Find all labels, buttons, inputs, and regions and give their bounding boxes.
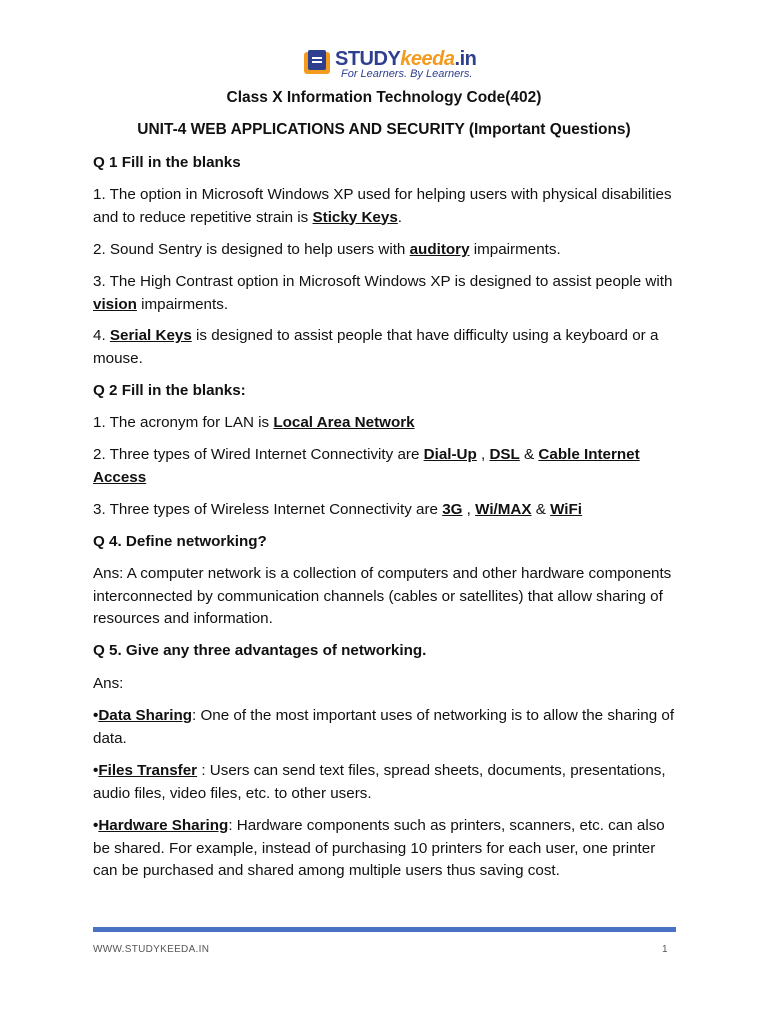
q2-item-2: 2. Three types of Wired Internet Connectivity are Dial-Up , DSL & Cable Internet Access — [93, 446, 640, 486]
q1-item-2: 2. Sound Sentry is designed to help users with auditory impairments. — [93, 241, 561, 258]
book-icon — [303, 48, 333, 76]
studykeeda-logo[interactable] — [303, 46, 478, 82]
answer: 3G — [442, 501, 463, 518]
answer: WiFi — [550, 501, 583, 518]
q4-heading: Q 4. Define networking? — [93, 533, 267, 550]
answer: DSL — [489, 446, 520, 463]
q2-item-1: 1. The acronym for LAN is Local Area Network — [93, 414, 415, 431]
term: Hardware Sharing — [98, 817, 229, 834]
q5-heading: Q 5. Give any three advantages of networking. — [93, 642, 427, 659]
q4-answer: Ans: A computer network is a collection of computers and other hardware components interconnected by communication channels (cables or satellites) that allow sharing of resources and information. — [93, 565, 672, 627]
term: Files Transfer — [98, 762, 198, 779]
footer-divider — [93, 927, 676, 932]
logo-wordmark: STUDYkeeda.in — [335, 48, 477, 70]
answer: Sticky Keys — [312, 208, 398, 226]
logo-tagline: For Learners. By Learners. — [341, 68, 473, 80]
answer: Cable Internet Access — [93, 446, 640, 486]
answer: vision — [93, 295, 137, 313]
q5-point-3: •Hardware Sharing: Hardware components such as printers, scanners, etc. can also be shared. For example, instead of purchasing 10 printers for each user, one printer can be purchased and shared among multiple users thus saving cost. — [93, 817, 665, 879]
q1-item-3: 3. The High Contrast option in Microsoft Windows XP is designed to assist people with vision impairments. — [93, 273, 673, 313]
term: Data Sharing — [98, 707, 193, 724]
q5-ans-label: Ans: — [93, 675, 124, 692]
answer: Dial-Up — [423, 446, 477, 463]
document-title: Class X Information Technology Code(402) — [226, 89, 542, 106]
q1-heading: Q 1 Fill in the blanks — [93, 154, 241, 171]
answer: Serial Keys — [109, 327, 192, 344]
footer-website: WWW.STUDYKEEDA.IN — [93, 944, 210, 955]
answer: Local Area Network — [273, 414, 415, 431]
page-number: 1 — [662, 944, 668, 955]
q1-item-1: 1. The option in Microsoft Windows XP used for helping users with physical disabilities and to reduce repetitive strain is Sticky Keys. — [93, 186, 672, 226]
q1-item-4: 4. Serial Keys is designed to assist people that have difficulty using a keyboard or a mouse. — [93, 327, 659, 367]
q5-point-1: •Data Sharing: One of the most important uses of networking is to allow the sharing of data. — [93, 707, 675, 747]
q2-item-3: 3. Three types of Wireless Internet Connectivity are 3G , Wi/MAX & WiFi — [93, 501, 583, 518]
unit-title: UNIT-4 WEB APPLICATIONS AND SECURITY (Important Questions) — [137, 121, 631, 138]
answer: auditory — [409, 241, 470, 258]
q5-point-2: •Files Transfer : Users can send text files, spread sheets, documents, presentations, audio files, video files, etc. to other users. — [93, 762, 666, 802]
q2-heading: Q 2 Fill in the blanks: — [93, 382, 246, 399]
answer: Wi/MAX — [475, 501, 532, 518]
